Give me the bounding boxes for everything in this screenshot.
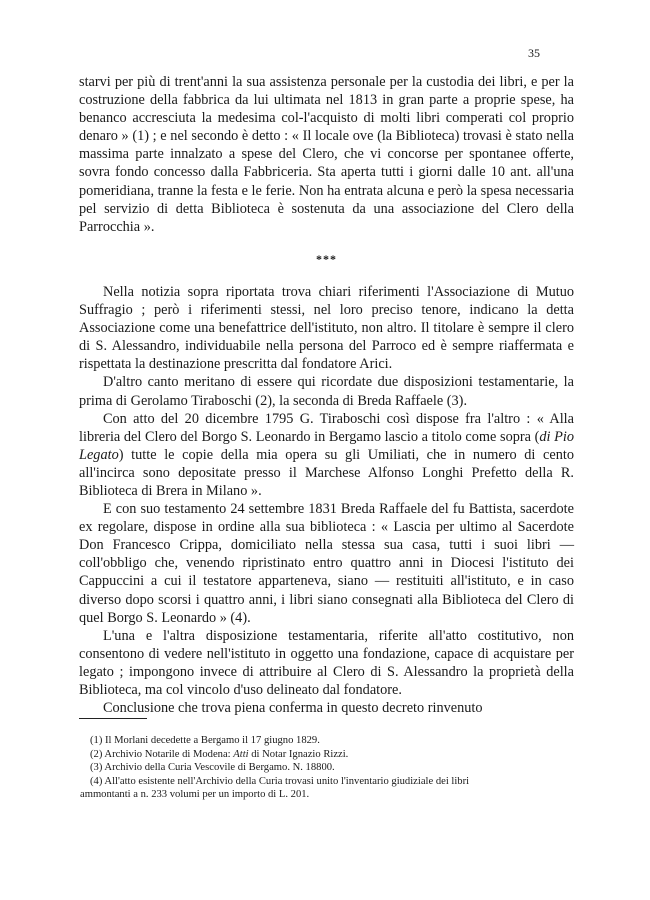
footnote-1: (1) Il Morlani decedette a Bergamo il 17 giugno 1829.	[90, 735, 320, 746]
paragraph-breda: E con suo testamento 24 settembre 1831 Breda Raffaele del fu Battista, sacerdote ex regolare, dispose in ordine alla sua biblioteca : « Lascia per ultimo al Sacerdote Don Francesco Crippa, domiciliato nella stessa sua casa, tutti i suoi libri — coll'obbligo che, venendo ripristinato entro quattro anni in Diocesi l'istituto dei Cappuccini a cui il testatore apparteneva, siano — restituiti all'istituto, e in caso diverso dopo scorsi i quattro anni, i libri siano consegnati alla Biblioteca del Clero di quel Borgo S. Leonardo » (4).	[79, 501, 574, 626]
paragraph-disposizione-testamentaria: L'una e l'altra disposizione testamentaria, riferite all'atto costitutivo, non consentono di vedere nell'istituto in oggetto una fondazione, capace di acquistare per legato ; impongono invece di attribuire al Clero di S. Alessandro la proprietà della Biblioteca, ma col vincolo d'uso delineato dal fondatore.	[79, 627, 574, 698]
tiraboschi-text-after: ) tutte le copie della mia opera su gli Umiliati, che in numero di cento all'incirca sono depositate presso il Marchese Alfonso Longhi Prefetto della R. Biblioteca di Brera in Milano ».	[79, 446, 574, 499]
paragraph-tiraboschi	[79, 410, 574, 500]
page-number: 35	[528, 46, 540, 60]
footnote-rule	[79, 718, 147, 719]
paragraph-disposizioni: D'altro canto meritano di essere qui ricordate due disposizioni testamentarie, la prima di Gerolamo Tiraboschi (2), la seconda di Breda Raffaele (3).	[79, 374, 574, 409]
footnote-4: (4) All'atto esistente nell'Archivio della Curia trovasi unito l'inventario giudiziale dei libri	[90, 775, 470, 787]
footnotes	[80, 734, 570, 802]
paragraph-associazione: Nella notizia sopra riportata trova chiari riferimenti l'Associazione di Mutuo Suffragio ; però i riferimenti stessi, nel loro preciso tenore, indicano la detta Associazione come una benefattrice dell'istituto, non altro. Il titolare è sempre il clero di S. Alessandro, individuabile nella persona del Parroco ed è sempre riaffermata e rispettata la destinazione prescritta dal fondatore Arici.	[79, 283, 574, 373]
footnote-2-before: (2) Archivio Notarile di Modena:	[90, 748, 234, 760]
paragraph-continuation: starvi per più di trent'anni la sua assistenza personale per la custodia dei libri, e per la costruzione della fabbrica da lui ultimata nel 1813 in gran parte a proprie spese, ha benanco accresciuta la medesima col-l'acquisto di molti libri comperati col proprio denaro » (1) ; e nel secondo è detto : « Il locale ove (la Biblioteca) trovasi è stato nella massima parte innalzato a spese del Clero, che vi concorse per spontanee offerte, sovra fondo concesso dalla Fabbriceria. Sta aperta tutti i giorni dalle 10 ant. all'una pomeridiana, tranne la festa e le ferie. Non ha entrata alcuna e però la spesa necessaria pel servizio di detta Biblioteca è sostenuta da una associazione del Clero della Parrocchia ».	[79, 74, 574, 235]
tiraboschi-italic: di Pio Legato	[79, 428, 574, 463]
footnote-2	[90, 748, 570, 762]
footnote-3: (3) Archivio della Curia Vescovile di Bergamo. N. 18800.	[90, 762, 335, 774]
section-separator: ***	[316, 251, 337, 266]
footnote-2-italic: Atti	[233, 748, 249, 760]
footnote-2-after: di Notar Ignazio Rizzi.	[248, 748, 349, 760]
body-text	[79, 73, 574, 717]
paragraph-conclusione: Conclusione che trova piena conferma in questo decreto rinvenuto	[103, 700, 483, 717]
footnote-4-continuation: ammontanti a n. 233 volumi per un importo di L. 201.	[80, 789, 310, 801]
tiraboschi-text-before: Con atto del 20 dicembre 1795 G. Tiraboschi così dispose fra l'altro : « Alla libreria del Clero del Borgo S. Leonardo in Bergamo lascio a titolo come sopra (	[79, 410, 574, 445]
